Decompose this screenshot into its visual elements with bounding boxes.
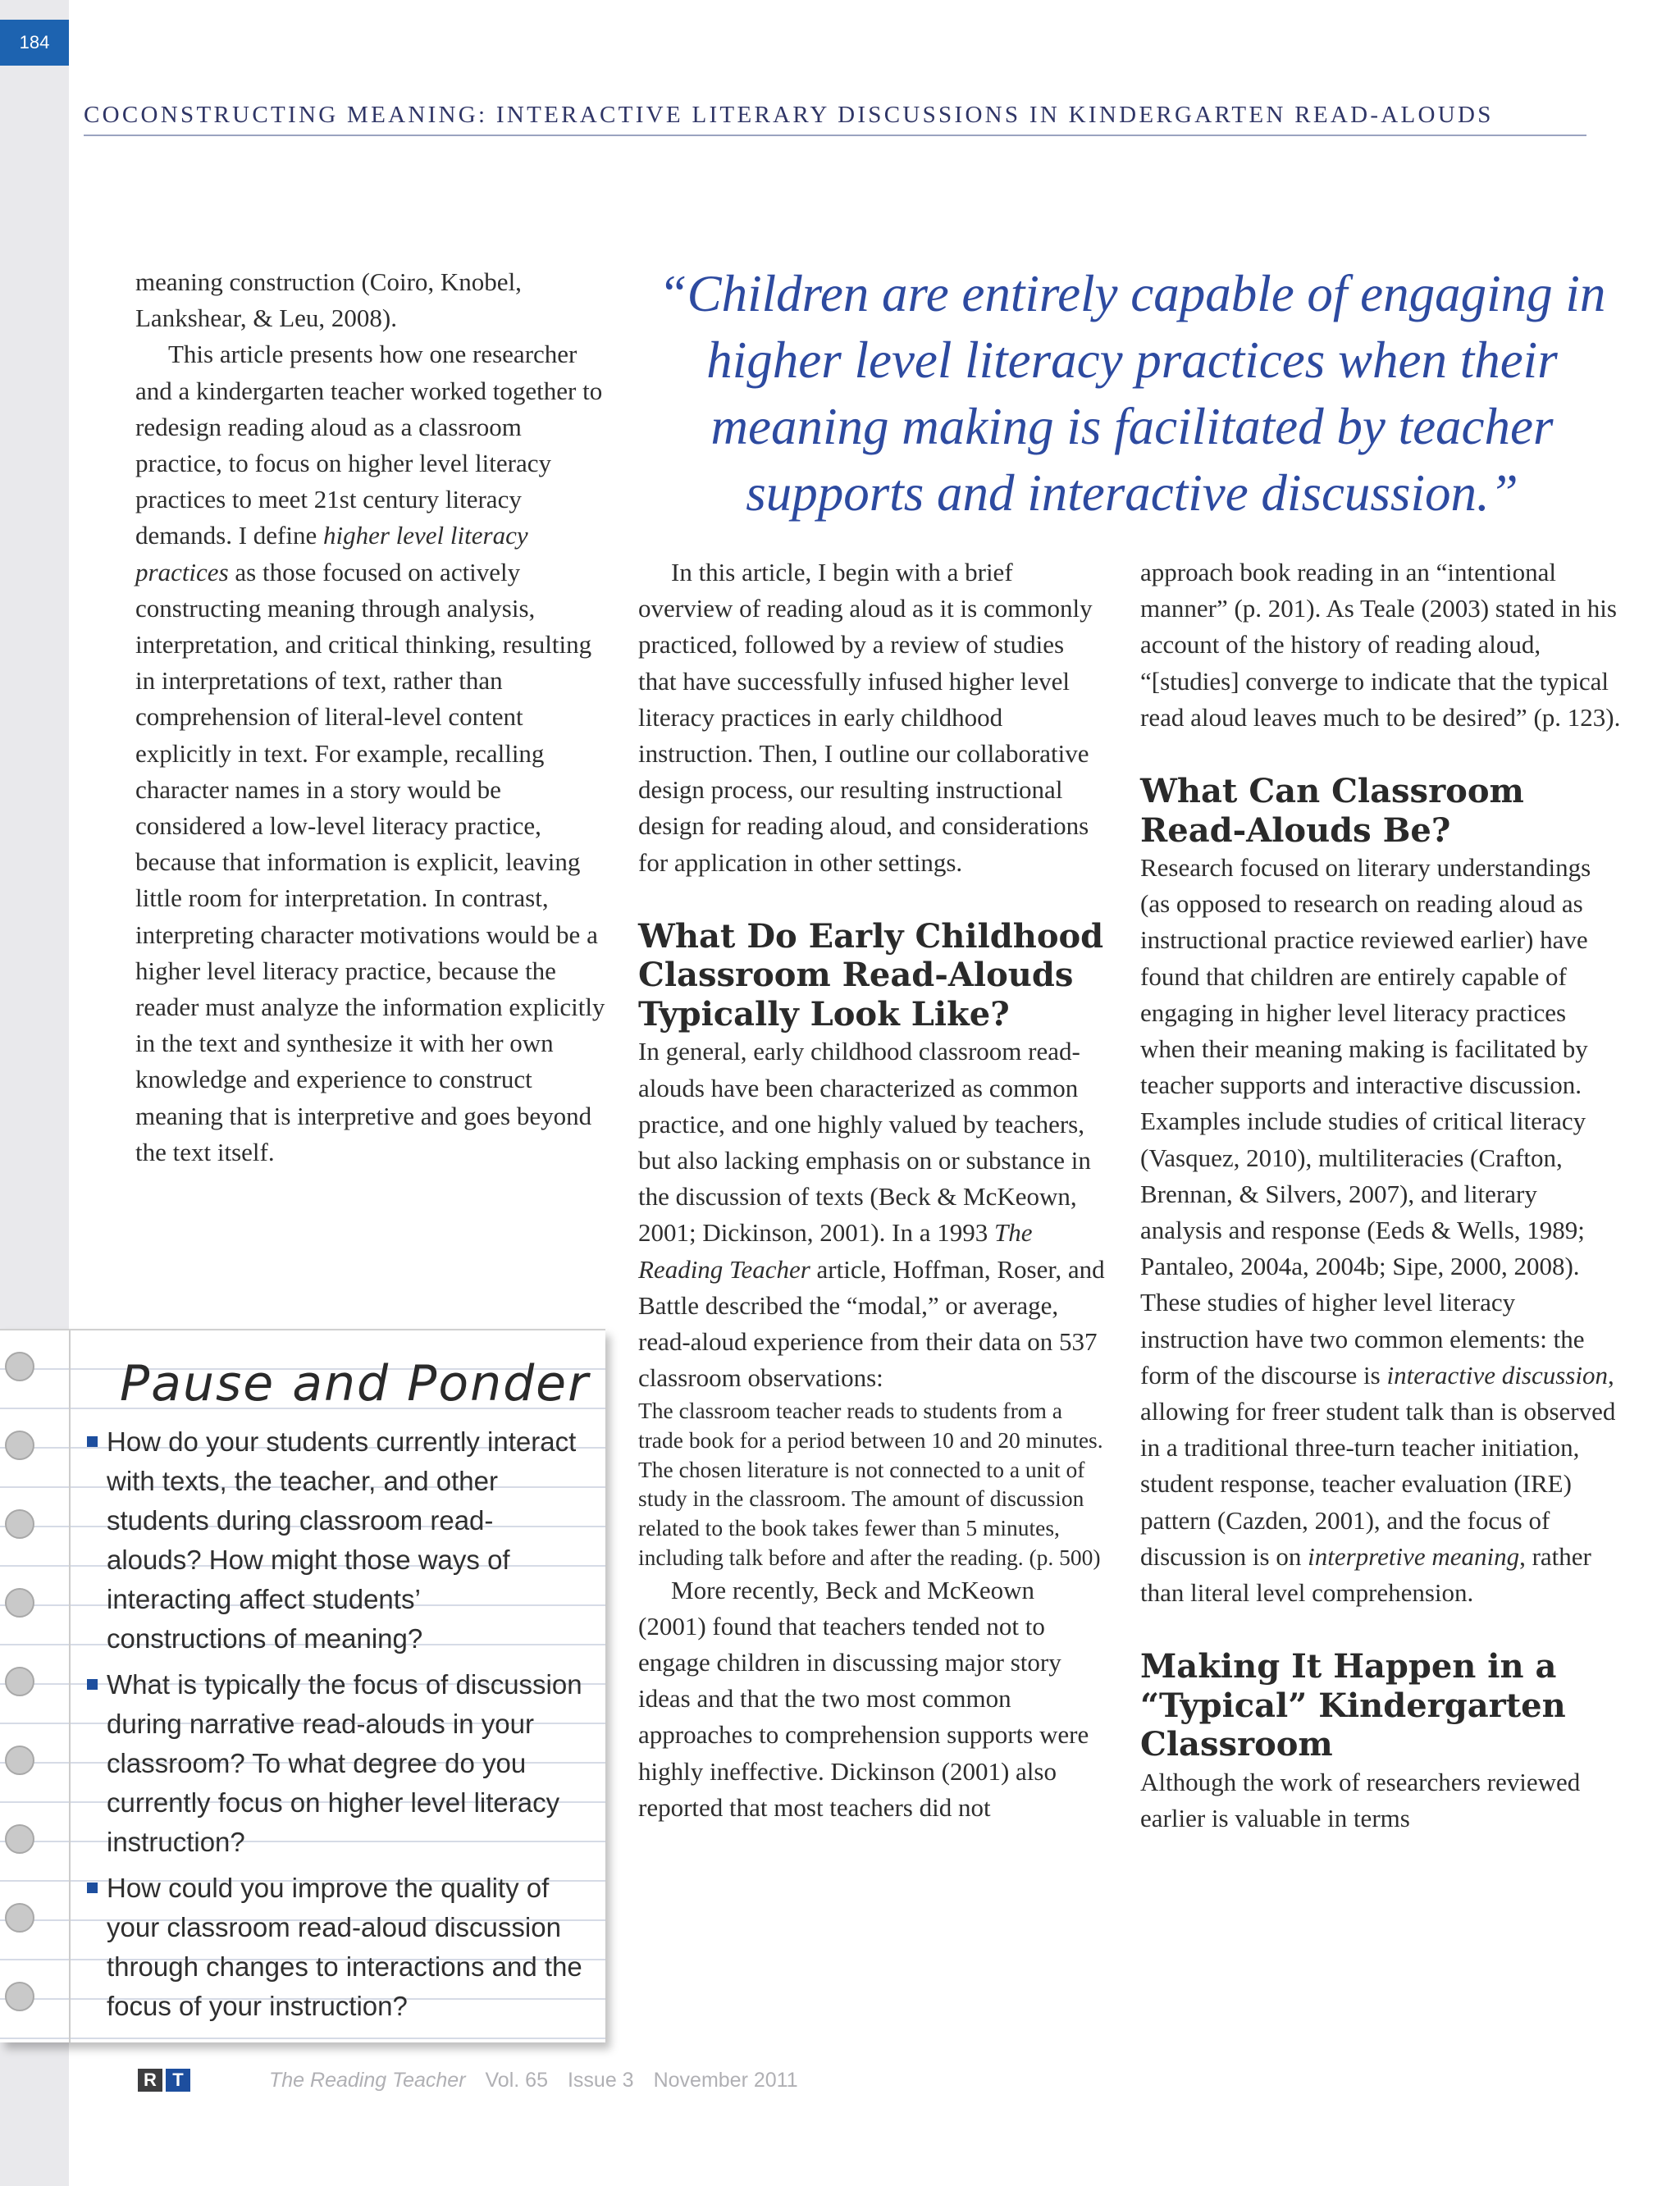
- ponder-questions: [85, 1422, 586, 2033]
- ponder-question: [85, 1869, 586, 2026]
- section-heading: What Can Classroom Read-Alouds Be?: [1140, 772, 1524, 850]
- text-run: , allowing for freer student talk than is observed in a traditional three-turn teacher initiation, student response, teacher evaluation (IRE) pattern (Cazden, 2001), and the focus of discussion is on: [1140, 1360, 1616, 1571]
- text-run: In general, early childhood classroom read-alouds have been characterized as common practice, and one highly valued by teachers, but also lacking emphasis on or substance in the discussion of texts (Beck & McKeown, 2001; Dickinson, 2001). In a 1993: [638, 1037, 1091, 1248]
- binder-hole-icon: [5, 1667, 34, 1696]
- col2-paragraph-2: [638, 1034, 1106, 1396]
- journal-title: The Reading Teacher: [638, 1218, 1033, 1284]
- question-text: How do your students currently interact with texts, the teacher, and other students during classroom read-alouds? How might those ways of interacting affect students’ constructions of meaning?: [107, 1426, 577, 1654]
- col3-paragraph-2: [1140, 850, 1624, 1611]
- page-number: 184: [0, 20, 69, 66]
- binder-hole-icon: [5, 1431, 34, 1460]
- binder-hole-icon: [5, 1352, 34, 1381]
- block-quote: The classroom teacher reads to students from a trade book for a period between 10 and 20 minutes. The chosen literature is not connected to a unit of study in the classroom. The amount of discussion related to the book takes fewer than 5 minutes, including talk before and after the reading. (p. 500): [638, 1398, 1103, 1570]
- binder-hole-icon: [5, 1824, 34, 1854]
- question-text: How could you improve the quality of your classroom read-aloud discussion through changes to interactions and the focus of your instruction?: [107, 1873, 582, 2021]
- journal-name: The Reading Teacher: [269, 2068, 466, 2092]
- col3-paragraph-3: Although the work of researchers reviewed earlier is valuable in terms: [1140, 1767, 1581, 1832]
- ponder-question: [85, 1665, 586, 1862]
- emphasis: interactive discussion: [1386, 1360, 1608, 1390]
- column-1: [135, 264, 607, 1171]
- section-heading: Making It Happen in a “Typical” Kindergarten Classroom: [1140, 1647, 1566, 1764]
- col2-paragraph-1: In this article, I begin with a brief overview of reading aloud as it is commonly practiced, followed by a review of studies that have successfully infused higher level literacy practices in early childhood instruction. Then, I outline our collaborative design process, our resulting instructional design for reading aloud, and considerations for application in other settings.: [638, 558, 1093, 877]
- issue: Issue 3: [567, 2068, 634, 2092]
- logo-letter-r: R: [138, 2069, 162, 2092]
- col1-paragraph-1: meaning construction (Coiro, Knobel, Lankshear, & Leu, 2008).: [135, 267, 522, 333]
- text-run: , rather than literal level comprehension.: [1140, 1541, 1591, 1608]
- column-2: [638, 554, 1106, 1826]
- square-bullet-icon: [87, 1883, 98, 1893]
- running-head: COCONSTRUCTING MEANING: INTERACTIVE LITERARY DISCUSSIONS IN KINDERGARTEN READ-ALOUDS: [84, 102, 1586, 136]
- ponder-title: Pause and Ponder: [120, 1355, 590, 1412]
- binder-hole-icon: [5, 1746, 34, 1775]
- page-footer: [138, 2069, 818, 2092]
- section-heading: What Do Early Childhood Classroom Read-Alouds Typically Look Like?: [638, 916, 1104, 1034]
- emphasis: interpretive meaning: [1308, 1541, 1520, 1571]
- question-text: What is typically the focus of discussion during narrative read-alouds in your classroom? To what degree do you currently focus on higher level literacy instruction?: [107, 1669, 582, 1857]
- pull-quote: “Children are entirely capable of engaging in higher level literacy practices when their meaning making is facilitated by teacher supports and interactive discussion.”: [658, 265, 1606, 522]
- square-bullet-icon: [87, 1679, 98, 1690]
- issue-date: November 2011: [653, 2068, 798, 2092]
- volume: Vol. 65: [485, 2068, 548, 2092]
- text-run: Research focused on literary understandings (as opposed to research on reading aloud as instructional practice reviewed earlier) have found that children are entirely capable of engaging in higher level literacy practices when their meaning making is facilitated by teacher supports and interactive discussion. Examples include studies of critical literacy (Vasquez, 2010), multiliteracies (Crafton, Brennan, & Silvers, 2007), and literary analysis and response (Eeds & Wells, 1989; Pantaleo, 2004a, 2004b; Sipe, 2000, 2008). These studies of higher level literacy instruction have two common elements: the form of the discourse is: [1140, 853, 1591, 1390]
- binder-hole-icon: [5, 1509, 34, 1539]
- logo-letter-t: T: [166, 2069, 190, 2092]
- col2-paragraph-3: More recently, Beck and McKeown (2001) found that teachers tended not to engage children in discussing major story ideas and that the two most common approaches to comprehension supports were highly ineffective. Dickinson (2001) also reported that most teachers did not: [638, 1575, 1089, 1822]
- square-bullet-icon: [87, 1436, 98, 1447]
- binder-hole-icon: [5, 1982, 34, 2011]
- column-3: [1140, 554, 1624, 1837]
- binder-hole-icon: [5, 1903, 34, 1933]
- pause-and-ponder-box: [0, 1329, 605, 2042]
- text-run: article, Hoffman, Roser, and Battle described the “modal,” or average, read-aloud experience from their data on 537 classroom observations:: [638, 1254, 1105, 1393]
- ponder-question: [85, 1422, 586, 1659]
- binder-hole-icon: [5, 1588, 34, 1618]
- rt-logo: [138, 2069, 194, 2092]
- col1-paragraph-2: [135, 336, 607, 1171]
- defined-term: higher level literacy practices: [135, 521, 528, 586]
- col3-paragraph-1: approach book reading in an “intentional manner” (p. 201). As Teale (2003) stated in his account of the history of reading aloud, “[studies] converge to indicate that the typical read aloud leaves much to be desired” (p. 123).: [1140, 558, 1621, 732]
- notebook-margin-line: [69, 1330, 71, 2042]
- text-run: as those focused on actively constructing meaning through analysis, interpretation, and critical thinking, resulting in interpretations of text, rather than comprehension of literal-level content explicitly in text. For example, recalling character names in a story would be considered a low-level literacy practice, because that information is explicit, leaving little room for interpretation. In contrast, interpreting character motivations would be a higher level literacy practice, because the reader must analyze the information explicitly in the text and synthesize it with her own knowledge and experience to construct meaning that is interpretive and goes beyond the text itself.: [135, 557, 605, 1166]
- text-run: This article presents how one researcher and a kindergarten teacher worked together to redesign reading aloud as a classroom practice, to focus on higher level literacy practices to meet 21st century literacy demands. I define: [135, 340, 603, 550]
